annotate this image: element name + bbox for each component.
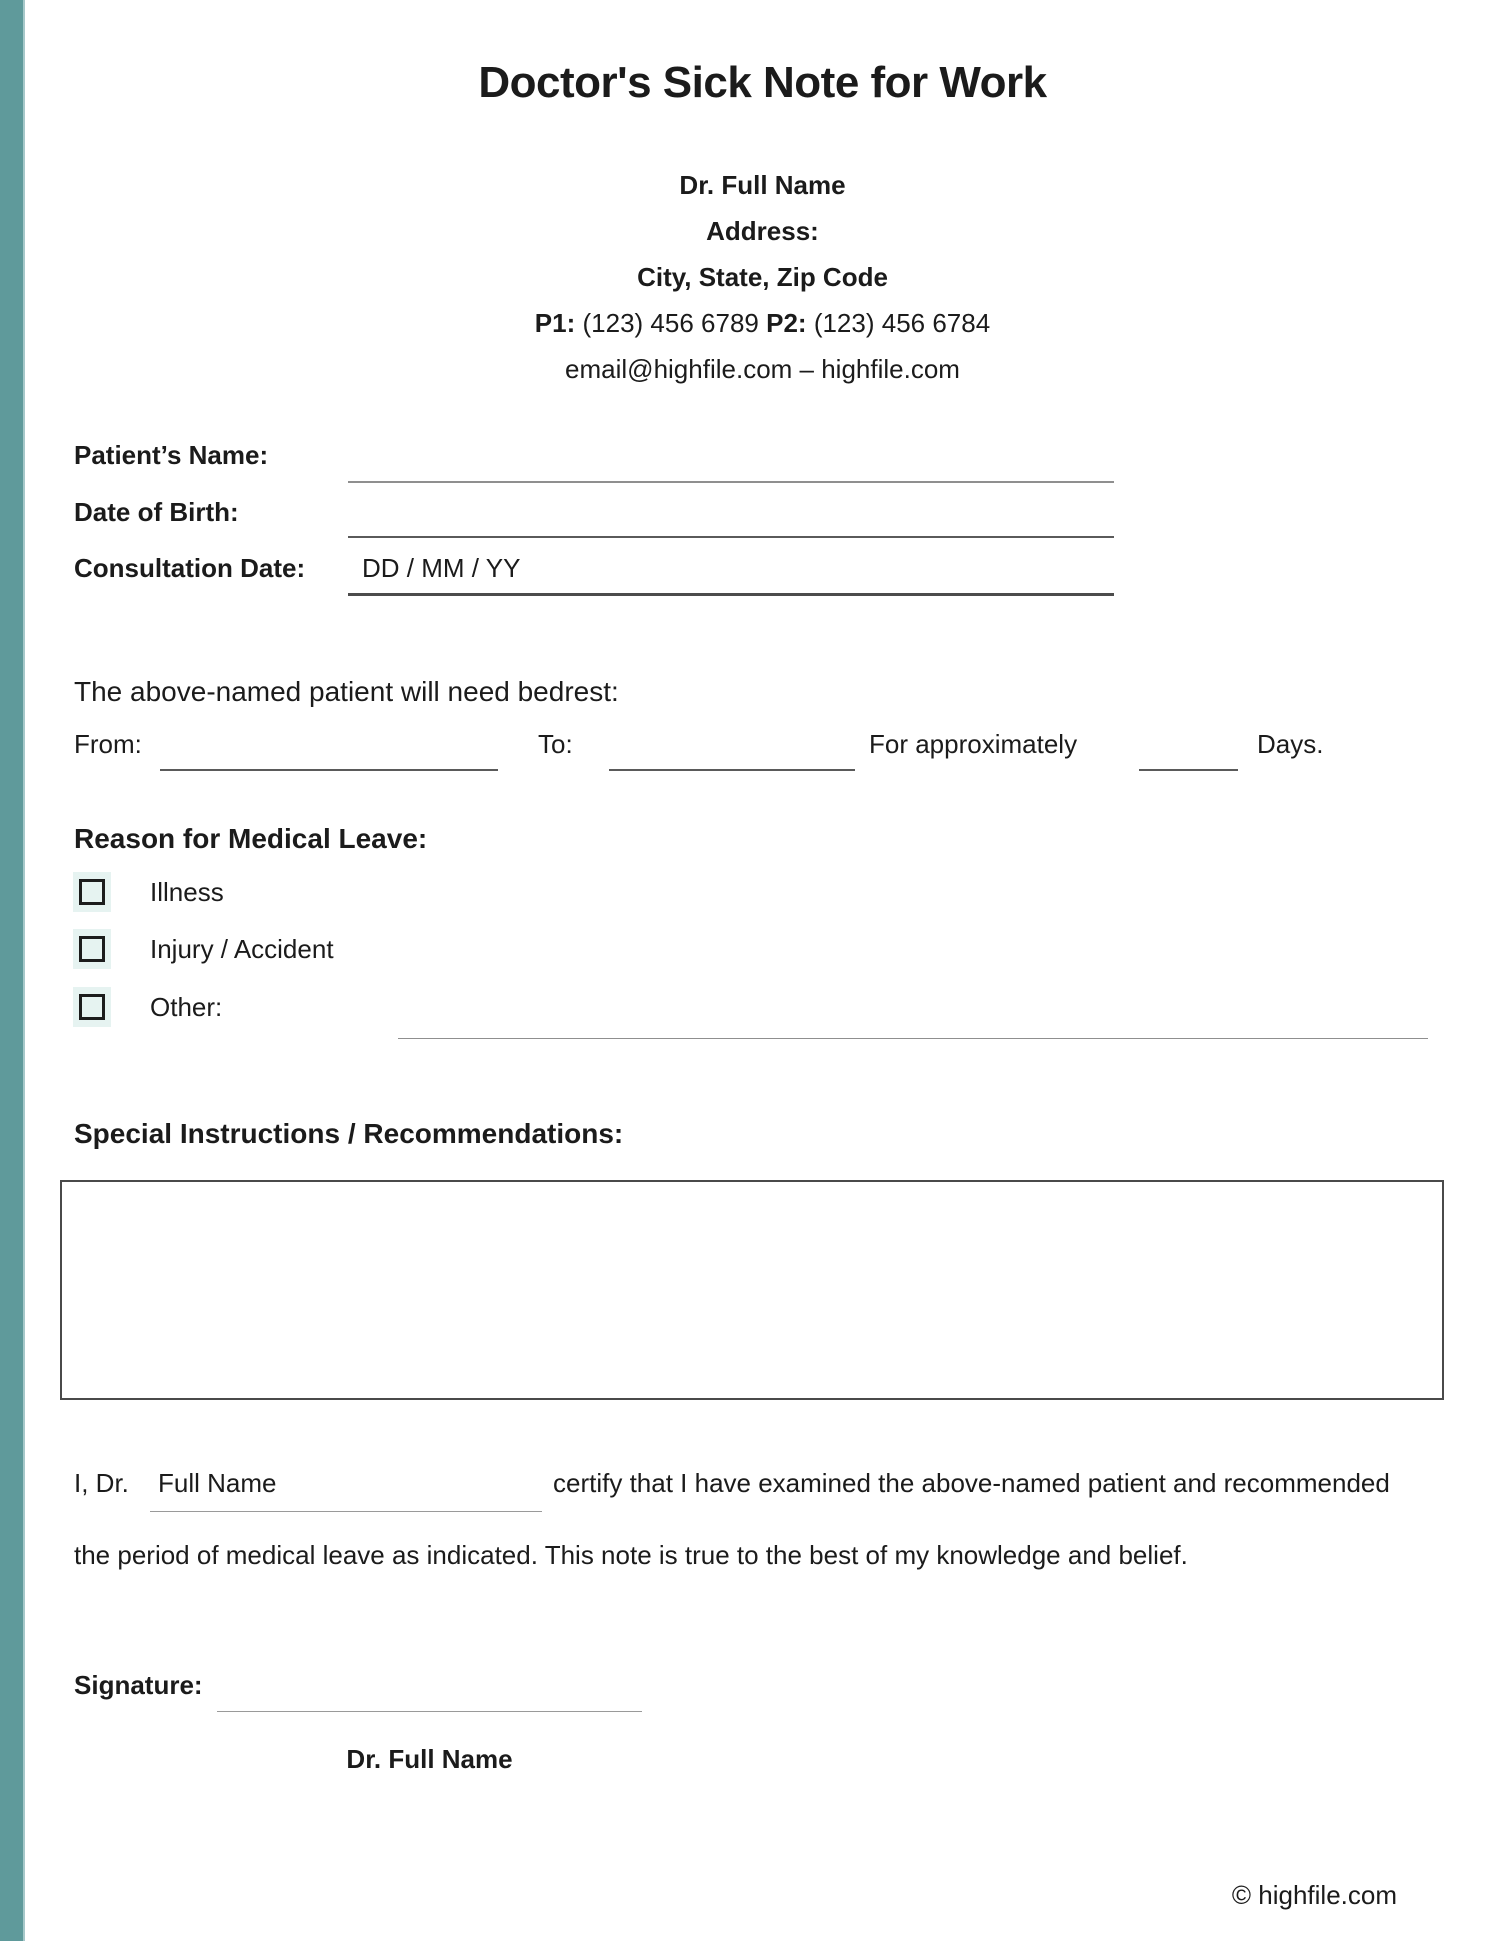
injury-accident-checkbox-label: Injury / Accident	[150, 934, 334, 964]
certification-name-input-line[interactable]	[150, 1511, 542, 1512]
certification-text-line2: the period of medical leave as indicated. This note is true to the best of my knowledge and belief.	[74, 1540, 1188, 1570]
other-checkbox-label: Other:	[150, 992, 223, 1022]
phone2-label: P2:	[766, 308, 807, 338]
from-label: From:	[74, 729, 142, 759]
consultation-date-label: Consultation Date:	[74, 553, 306, 583]
certification-prefix: I, Dr.	[74, 1468, 129, 1498]
address-label: Address:	[706, 216, 819, 246]
reason-heading: Reason for Medical Leave:	[74, 823, 428, 854]
phone1-label: P1:	[534, 308, 576, 338]
days-input-line[interactable]	[1139, 769, 1238, 771]
days-label: Days.	[1257, 729, 1324, 759]
signature-input-line[interactable]	[217, 1711, 642, 1712]
certification-doctor-name-value[interactable]: Full Name	[158, 1468, 277, 1498]
illness-checkbox-label: Illness	[150, 877, 224, 907]
dob-input-line[interactable]	[348, 536, 1114, 538]
footer-copyright: © highfile.com	[1231, 1880, 1397, 1910]
patient-name-label: Patient’s Name:	[74, 440, 269, 470]
approximately-label: For approximately	[869, 729, 1078, 759]
checkbox-icon[interactable]	[79, 936, 105, 962]
to-input-line[interactable]	[609, 769, 855, 771]
illness-checkbox[interactable]	[73, 872, 111, 912]
signature-label: Signature:	[74, 1670, 203, 1700]
consultation-date-value[interactable]: DD / MM / YY	[362, 553, 521, 583]
other-input-line[interactable]	[398, 1038, 1428, 1039]
doctor-name-line: Dr. Full Name	[679, 170, 846, 200]
signature-printed-name: Dr. Full Name	[346, 1744, 513, 1774]
page-title: Doctor's Sick Note for Work	[478, 58, 1047, 107]
other-checkbox[interactable]	[73, 987, 111, 1027]
special-instructions-box[interactable]	[60, 1180, 1444, 1400]
from-input-line[interactable]	[160, 769, 498, 771]
consultation-date-input-line[interactable]	[348, 593, 1114, 596]
city-state-zip-line: City, State, Zip Code	[637, 262, 888, 292]
special-instructions-heading: Special Instructions / Recommendations:	[74, 1118, 624, 1149]
phone2-value: (123) 456 6784	[813, 308, 991, 338]
phone1-value: (123) 456 6789	[582, 308, 759, 338]
to-label: To:	[538, 729, 573, 759]
checkbox-icon[interactable]	[79, 879, 105, 905]
email-website-line: email@highfile.com – highfile.com	[565, 354, 960, 384]
checkbox-icon[interactable]	[79, 994, 105, 1020]
patient-name-input-line[interactable]	[348, 481, 1114, 483]
dob-label: Date of Birth:	[74, 497, 239, 527]
bedrest-heading: The above-named patient will need bedrest:	[74, 676, 619, 707]
injury-accident-checkbox[interactable]	[73, 929, 111, 969]
left-accent-bar	[0, 0, 25, 1941]
clinic-header	[25, 162, 1500, 392]
phone-line	[25, 300, 1500, 346]
certification-text-line1: certify that I have examined the above-named patient and recommended	[553, 1468, 1390, 1498]
